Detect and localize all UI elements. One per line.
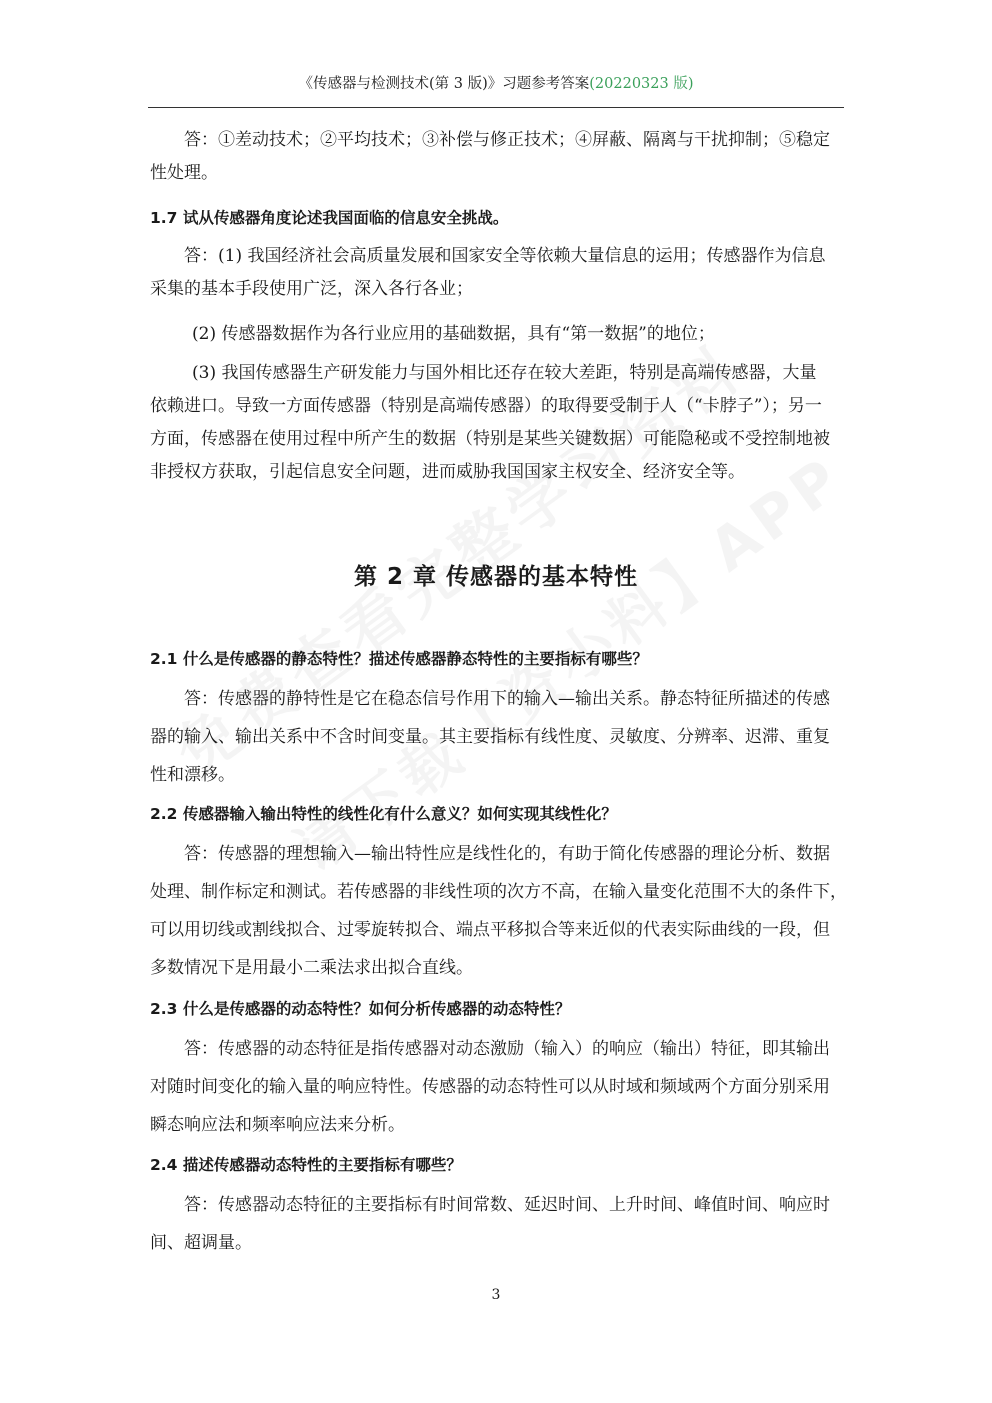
answer-line: 答：(1) 我国经济社会高质量发展和国家安全等依赖大量信息的运用；传感器作为信息 bbox=[184, 246, 826, 266]
answer-paragraph bbox=[150, 357, 844, 489]
answer-line: 答：传感器的理想输入—输出特性应是线性化的，有助于简化传感器的理论分析、数据 bbox=[184, 844, 830, 864]
answer-line: 多数情况下是用最小二乘法求出拟合直线。 bbox=[150, 958, 473, 978]
answer-paragraph bbox=[150, 680, 844, 794]
question-heading: 1.7 试从传感器角度论述我国面临的信息安全挑战。 bbox=[150, 209, 509, 227]
page-number: 3 bbox=[491, 1287, 501, 1303]
answer-line: 答：传感器的静特性是它在稳态信号作用下的输入—输出关系。静态特征所描述的传感 bbox=[184, 689, 830, 709]
answer-paragraph bbox=[150, 124, 844, 190]
answer-line: 器的输入、输出关系中不含时间变量。其主要指标有线性度、灵敏度、分辨率、迟滞、重复 bbox=[150, 727, 830, 747]
answer-paragraph bbox=[150, 318, 844, 351]
answer-line: (2) 传感器数据作为各行业应用的基础数据，具有“第一数据”的地位； bbox=[192, 324, 715, 344]
header-title: 《传感器与检测技术(第 3 版)》习题参考答案 bbox=[298, 76, 590, 92]
answer-paragraph bbox=[150, 1030, 844, 1144]
answer-line: 答：传感器的动态特征是指传感器对动态激励（输入）的响应（输出）特征，即其输出 bbox=[184, 1039, 830, 1059]
answer-line: 依赖进口。导致一方面传感器（特别是高端传感器）的取得要受制于人（“卡脖子”）；另一 bbox=[150, 396, 822, 416]
answer-line: 瞬态响应法和频率响应法来分析。 bbox=[150, 1115, 405, 1135]
question-heading: 2.1 什么是传感器的静态特性？描述传感器静态特性的主要指标有哪些？ bbox=[150, 650, 648, 668]
question-heading: 2.3 什么是传感器的动态特性？如何分析传感器的动态特性？ bbox=[150, 1000, 571, 1018]
answer-line: (3) 我国传感器生产研发能力与国外相比还存在较大差距，特别是高端传感器，大量 bbox=[192, 363, 817, 383]
answer-paragraph bbox=[150, 835, 847, 987]
answer-line: 答：传感器动态特征的主要指标有时间常数、延迟时间、上升时间、峰值时间、响应时 bbox=[184, 1195, 830, 1215]
answer-line: 采集的基本手段使用广泛，深入各行各业； bbox=[150, 279, 473, 299]
answer-line: 性和漂移。 bbox=[150, 765, 235, 785]
answer-line: 非授权方获取，引起信息安全问题，进而威胁我国国家主权安全、经济安全等。 bbox=[150, 462, 745, 482]
answer-line: 方面，传感器在使用过程中所产生的数据（特别是某些关键数据）可能隐秘或不受控制地被 bbox=[150, 429, 830, 449]
answer-line: 可以用切线或割线拟合、过零旋转拟合、端点平移拟合等来近似的代表实际曲线的一段，但 bbox=[150, 920, 830, 940]
answer-line: 答：①差动技术；②平均技术；③补偿与修正技术；④屏蔽、隔离与干扰抑制；⑤稳定 bbox=[184, 130, 830, 150]
chapter-title: 第 2 章 传感器的基本特性 bbox=[353, 564, 639, 590]
question-heading: 2.2 传感器输入输出特性的线性化有什么意义？如何实现其线性化？ bbox=[150, 805, 617, 823]
answer-line: 间、超调量。 bbox=[150, 1233, 252, 1253]
question-heading: 2.4 描述传感器动态特性的主要指标有哪些？ bbox=[150, 1156, 462, 1174]
header-rule bbox=[148, 107, 844, 108]
header-version: (20220323 版) bbox=[589, 76, 694, 92]
running-header bbox=[148, 72, 844, 93]
answer-paragraph bbox=[150, 1186, 844, 1262]
answer-line: 对随时间变化的输入量的响应特性。传感器的动态特性可以从时域和频域两个方面分别采用 bbox=[150, 1077, 830, 1097]
answer-line: 处理、制作标定和测试。若传感器的非线性项的次方不高，在输入量变化范围不大的条件下， bbox=[150, 882, 847, 902]
answer-line: 性处理。 bbox=[150, 163, 218, 183]
answer-paragraph bbox=[150, 240, 844, 306]
